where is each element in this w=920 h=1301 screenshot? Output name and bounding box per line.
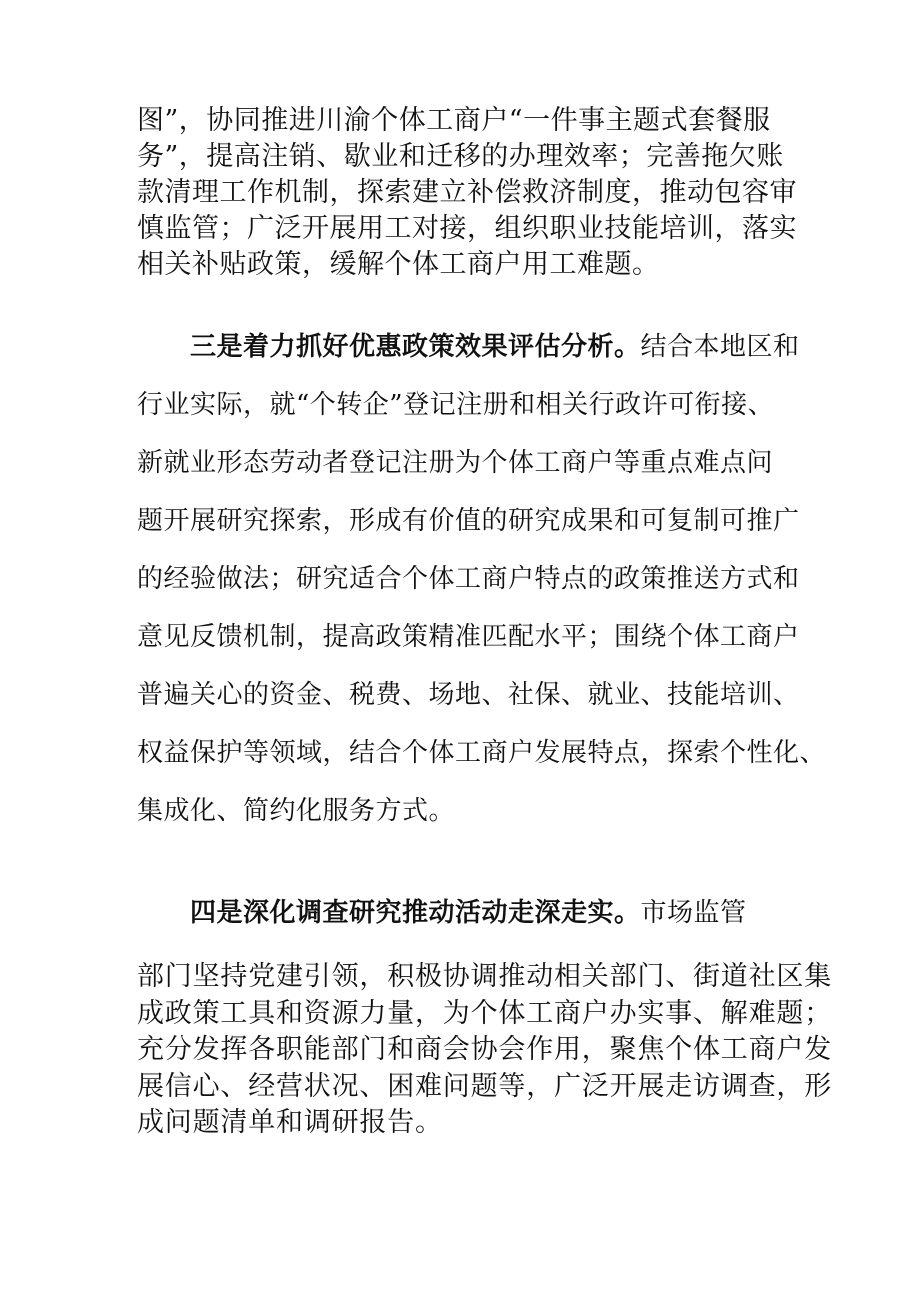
text-line: 普遍关心的资金、税费、场地、社保、就业、技能培训、 <box>137 680 800 710</box>
text-line: 成问题清单和调研报告。 <box>137 1107 443 1138</box>
paragraph-indent <box>137 898 190 928</box>
paragraph-lead-heading: 三是着力抓好优惠政策效果评估分析。 <box>190 332 641 362</box>
text-line: 务”，提高注销、歇业和迁移的办理效率；完善拖欠账 <box>137 141 784 172</box>
paragraph-indent <box>137 332 190 362</box>
text-segment: 市场监管 <box>640 898 747 928</box>
paragraph-first-line <box>137 318 826 376</box>
text-line: 款清理工作机制，探索建立补偿救济制度，推动包容审 <box>137 177 797 208</box>
text-line: 行业实际，就“个转企”登记注册和相关行政许可衔接、 <box>137 390 775 420</box>
text-line: 意见反馈机制，提高政策精准匹配水平；围绕个体工商户 <box>137 622 800 652</box>
text-line: 图”，协同推进川渝个体工商户“一件事主题式套餐服 <box>137 105 771 136</box>
text-line: 题开展研究探索，形成有价值的研究成果和可复制可推广 <box>137 506 800 536</box>
paragraph-investigation <box>137 959 832 1142</box>
text-line: 慎监管；广泛开展用工对接，组织职业技能培训，落实 <box>137 213 797 244</box>
paragraph-lead-heading: 四是深化调查研究推动活动走深走实。 <box>190 898 641 928</box>
text-line: 的经验做法；研究适合个体工商户特点的政策推送方式和 <box>137 564 800 594</box>
text-segment: 结合本地区和 <box>640 332 800 362</box>
text-line: 集成化、简约化服务方式。 <box>137 796 456 826</box>
paragraph-continuation <box>137 103 797 283</box>
text-line: 充分发挥各职能部门和商会协会作用，聚焦个体工商户发 <box>137 1034 832 1065</box>
text-line: 权益保护等领域，结合个体工商户发展特点，探索个性化、 <box>137 738 827 768</box>
text-line: 相关补贴政策，缓解个体工商户用工难题。 <box>137 249 660 280</box>
paragraph-policy-evaluation <box>137 318 826 840</box>
paragraph-first-line <box>137 893 747 933</box>
text-line: 部门坚持党建引领，积极协调推动相关部门、街道社区集 <box>137 961 832 992</box>
text-line: 展信心、经营状况、困难问题等，广泛开展走访调查，形 <box>137 1070 832 1102</box>
text-line: 新就业形态劳动者登记注册为个体工商户等重点难点问 <box>137 448 774 478</box>
text-line: 成政策工具和资源力量，为个体工商户办实事、解难题； <box>137 997 832 1029</box>
